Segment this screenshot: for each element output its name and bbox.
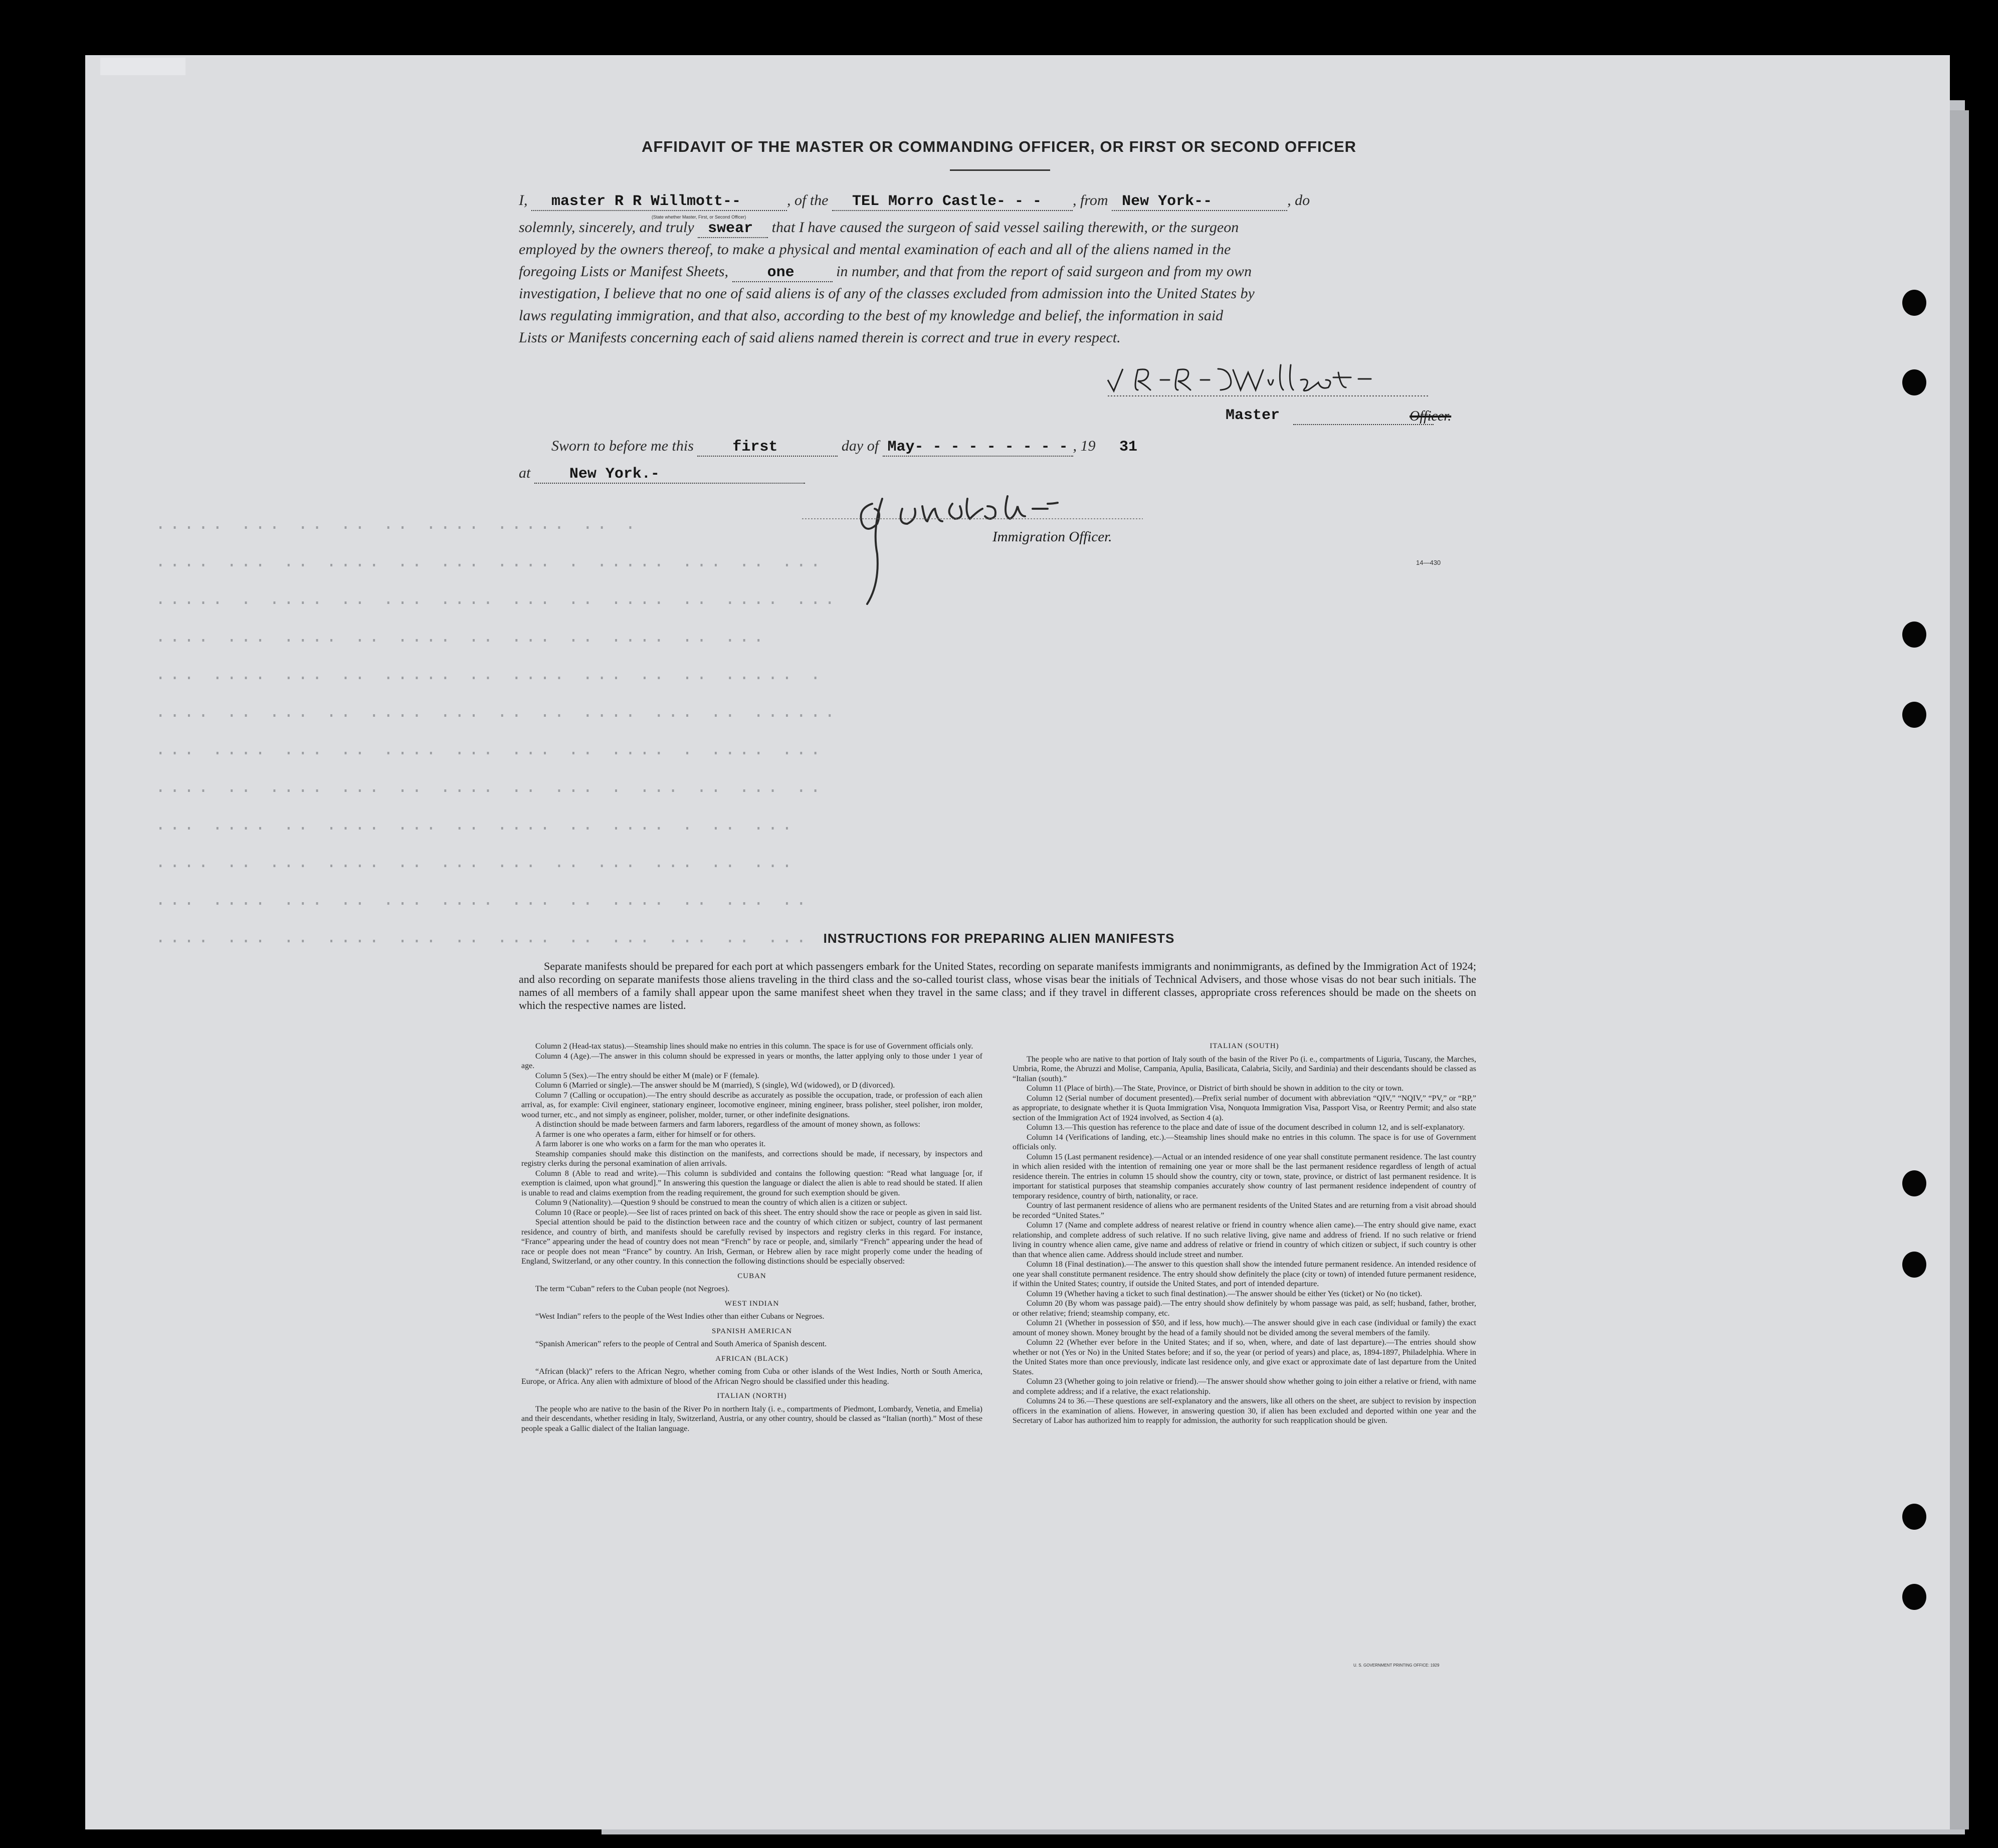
column-20-note: Column 20 (By whom was passage paid).—The entry should show definitely by whom passage was paid, as self; husband, father, brother, or other relative; friend; steamship company, etc. (1013, 1299, 1476, 1318)
column-9-note: Column 9 (Nationality).—Question 9 should be construed to mean the country of which alien is a citizen or subject. (535, 1198, 908, 1207)
column-19-note: Column 19 (Whether having a ticket to such final destination).—The answer should be either Yes (ticket) or No (no ticket). (1027, 1289, 1423, 1298)
punch-hole (1902, 369, 1926, 395)
punch-hole (1902, 622, 1926, 648)
affidavit-line-6: laws regulating immigration, and that also, according to the best of my knowledge and belief, the information in said (519, 307, 1224, 324)
at-label: at (519, 465, 531, 481)
master-name-field: master R R Willmott-- (531, 193, 787, 211)
rank-instruction-note: (State whether Master, First, or Second Officer) (652, 215, 746, 220)
punch-hole (1902, 1584, 1926, 1610)
cuban-text: The term “Cuban” refers to the Cuban people (not Negroes). (535, 1285, 730, 1293)
italian-south-heading: ITALIAN (SOUTH) (1210, 1042, 1279, 1050)
swear-field: swear (698, 220, 768, 238)
month-field: May- - - - - - - - - (883, 439, 1073, 457)
immigration-officer-signature (802, 489, 1153, 614)
affidavit-line-1 (519, 192, 1471, 215)
column-12-note: Column 12 (Serial number of document presented).—Prefix serial number of document with abbreviation “QIV,” “NQIV,” “PV,” or “RP,” as appropriate, to designate whether it is Quota Immigration Visa, Nonquota Immigration Visa, Passport Visa, or Reentry Permit; and also state section of the Immigration Act of 1924 involved, as Section 4 (a). (1013, 1094, 1476, 1122)
title-rule (950, 169, 1050, 171)
instructions-title: INSTRUCTIONS FOR PREPARING ALIEN MANIFESTS (823, 931, 1175, 946)
italian-north-text: The people who are native to the basin of the River Po in northern Italy (i. e., compartments of Piedmont, Lombardy, Venetia, and Emelia) and their descendants, whether residing in Italy, Switzerland, Austria, or any other country, should be classed as “Italian (north).” Most of these people speak a Gallic dialect of the Italian language. (521, 1404, 982, 1433)
line4-start: foregoing Lists or Manifest Sheets, (519, 263, 729, 280)
columns-24-36-note: Columns 24 to 36.—These questions are self-explanatory and the answers, like all others on the sheet, are subject to revision by inspection officers in the examination of aliens. However, in answering question 30, if alien has been excluded and deported within one year and the Secretary of Labor has authorized him to reapply for admission, the authority for such reapplication should be given. (1013, 1397, 1476, 1425)
day-field: first (697, 439, 838, 457)
port-from-field: New York-- (1112, 193, 1287, 211)
punch-hole (1902, 702, 1926, 728)
farmer-distinction: A distinction should be made between farmers and farm laborers, regardless of the amount of money shown, as follows: (535, 1120, 920, 1129)
instructions-left-column (521, 1042, 982, 1433)
column-7-note: Column 7 (Calling or occupation).—The entry should describe as accurately as possible the occupation, trade, or profession of each alien arrival, as, for example: Civil engineer, stationary engineer, locomotive engineer, mining engineer, brass polisher, steel polisher, iron molder, wood turner, etc., and not simply as engineer, polisher, molder, turner, or other indefinite designations. (521, 1091, 982, 1119)
of-the-label: , of the (787, 192, 829, 209)
spanish-american-text: “Spanish American” refers to the people of Central and South America of Spanish descent. (535, 1340, 827, 1348)
instructions-intro (519, 960, 1476, 1012)
day-of-label: day of (841, 438, 879, 454)
master-signature (1103, 360, 1434, 400)
line2-end: that I have caused the surgeon of said vessel sailing therewith, or the surgeon (771, 219, 1239, 236)
african-text: “African (black)” refers to the African Negro, whether coming from Cuba or other islands of the West Indies, North or South America, Europe, or Africa. Any alien with admixture of blood of the African Negro should be classified under this heading. (521, 1367, 982, 1386)
column-6-note: Column 6 (Married or single).—The answer should be M (married), S (single), Wd (widowed), or D (divorced). (535, 1081, 895, 1090)
spanish-american-heading: SPANISH AMERICAN (711, 1327, 792, 1335)
at-line (519, 465, 1471, 488)
column-8-note: Column 8 (Able to read and write).—This column is subdivided and contains the following question: “Read what language [or, if exemption is claimed, upon what ground].” In answering this question the language or dialect the alien is able to read should be stated. If alien is unable to read and claims exemption from the reading requirement, the ground for such exemption should be given. (521, 1169, 982, 1197)
vessel-name-field: TEL Morro Castle- - - (832, 193, 1073, 211)
west-indian-text: “West Indian” refers to the people of the West Indies other than either Cubans or Negroes. (535, 1312, 825, 1321)
affidavit-title: AFFIDAVIT OF THE MASTER OR COMMANDING OFFICER, OR FIRST OR SECOND OFFICER (641, 138, 1357, 155)
punch-hole (1902, 1252, 1926, 1278)
italian-south-text: The people who are native to that portion of Italy south of the basin of the River Po (i. e., compartments of Liguria, Tuscany, the Marches, Umbria, Rome, the Abruzzi and Molise, Campania, Apulia, Basilicata, Calabria, Sicily, and Sardinia) and their descendants should be classed as “Italian (south).” (1013, 1055, 1476, 1083)
column-23-note: Column 23 (Whether going to join relative or friend).—The answer should show whether going to join either a relative or friend, with name and complete address; and if a relative, the exact relationship. (1013, 1377, 1476, 1396)
rank-field: Master (1226, 407, 1280, 424)
affidavit-line-7: Lists or Manifests concerning each of said aliens named therein is correct and true in every respect. (519, 329, 1121, 346)
column-13-note: Column 13.—This question has reference to the place and date of issue of the document described in column 12, and is self-explanatory. (1027, 1123, 1465, 1132)
officer-struck-label: Officer. (1410, 408, 1452, 424)
residence-note: Country of last permanent residence of aliens who are permanent residents of the United States and are returning from a visit abroad should be recorded “United States.” (1013, 1201, 1476, 1220)
column-17-note: Column 17 (Name and complete address of nearest relative or friend in country whence alien came).—The entry should give name, exact relationship, and complete address of such relative. If no such relative living, give name and address of friend. If no such relative or friend living in country whence alien came, give name and address of relative or friend in country of which citizen or subject, if such country is other than that whence alien came. Address should include street and number. (1013, 1221, 1476, 1259)
form-number: 14—430 (1416, 559, 1441, 566)
line4-end: in number, and that from the report of said surgeon and from my own (836, 263, 1252, 280)
sworn-label: Sworn to before me this (551, 438, 694, 454)
instructions-right-column (1013, 1042, 1476, 1426)
do-label: , do (1287, 192, 1310, 209)
column-11-note: Column 11 (Place of birth).—The State, Province, or District of birth should be shown in addition to the city or town. (1027, 1084, 1404, 1093)
farmer-def: A farmer is one who operates a farm, either for himself or for others. (535, 1130, 756, 1139)
affidavit-line-2 (519, 219, 1471, 242)
affidavit-line-5: investigation, I believe that no one of said aliens is of any of the classes excluded from admission into the United States by (519, 285, 1255, 302)
sheet-count-field: one (732, 264, 833, 282)
cuban-heading: CUBAN (737, 1272, 766, 1280)
place-field: New York.- (534, 466, 805, 484)
from-label: , from (1073, 192, 1108, 209)
african-heading: AFRICAN (BLACK) (715, 1354, 788, 1363)
column-10-note: Column 10 (Race or people).—See list of races printed on back of this sheet. The entry should show the race or people as given in said list. (535, 1208, 982, 1217)
west-indian-heading: WEST INDIAN (724, 1299, 779, 1308)
sworn-line (551, 438, 1504, 461)
punch-hole (1902, 290, 1926, 316)
intro-text: Separate manifests should be prepared for each port at which passengers embark for the United States, recording on separate manifests immigrants and nonimmigrants, as defined by the Immigration Act of 1924; and also recording on separate manifests those aliens traveling in the third class and the so-called tourist class, whose visas bear the initials of Technical Advisers, and those whose visas do not bear such initials. The names of all members of a family shall appear upon the same manifest sheet when they travel in the same class; and if they travel in different classes, appropriate cross references should be made on the sheets on which the respective names are listed. (519, 960, 1476, 1011)
steamship-note: Steamship companies should make this distinction on the manifests, and corrections should be made, if necessary, by inspectors and registry clerks during the personal examination of alien arrivals. (521, 1149, 982, 1168)
race-attention-note: Special attention should be paid to the distinction between race and the country of which citizen or subject, country of last permanent residence, and country of birth, and manifests should be carefully revised by inspectors and registry clerks in this regard. For instance, “France” appearing under the head of country does not mean “French” by race or people, and, similarly “French” appearing under the head of race or people does not mean “France” by country. An Irish, German, or Hebrew alien by race might properly come under the heading of England, Switzerland, or any other country. In this connection the following distinctions should be especially observed: (521, 1218, 982, 1266)
year-prefix: , 19 (1073, 438, 1096, 454)
page-tab (100, 58, 185, 75)
column-2-note: Column 2 (Head-tax status).—Steamship lines should make no entries in this column. The space is for use of Government officials only. (535, 1042, 973, 1051)
affidavit-line-3: employed by the owners thereof, to make a physical and mental examination of each and all of the aliens named in the (519, 241, 1231, 258)
italian-north-heading: ITALIAN (NORTH) (717, 1392, 787, 1400)
year-field: 31 (1119, 439, 1138, 456)
column-5-note: Column 5 (Sex).—The entry should be either M (male) or F (female). (535, 1071, 759, 1080)
line2-start: solemnly, sincerely, and truly (519, 219, 694, 236)
column-21-note: Column 21 (Whether in possession of $50, and if less, how much).—The answer should give in each case (individual or family) the exact amount of money shown. Money brought by the head of a family should not be divided among the several members of the family. (1013, 1319, 1476, 1337)
farm-laborer-def: A farm laborer is one who works on a farm for the man who operates it. (535, 1140, 766, 1148)
affidavit-line-4 (519, 263, 1471, 286)
column-14-note: Column 14 (Verifications of landing, etc.).—Steamship lines should make no entries in this column. The space is for use of Government officials only. (1013, 1133, 1476, 1151)
column-18-note: Column 18 (Final destination).—The answer to this question shall show the intended future permanent residence. An intended residence of one year shall constitute permanent residence. The entry should show definitely the place (city or town) of intended future permanent residence, if within the United States; country, if outside the United States, and port of intended departure. (1013, 1260, 1476, 1288)
printer-note: U. S. GOVERNMENT PRINTING OFFICE: 1929 (1353, 1663, 1440, 1668)
column-22-note: Column 22 (Whether ever before in the United States; and if so, when, where, and date of last departure).—The entries should show whether or not (Yes or No) in the United States before; and if so, the year (or period of years) and place, as, 1894-1897, Philadelphia. Where in the United States more than once previously, indicate last residence only, and give exact or approximate date of last departure from the United States. (1013, 1338, 1476, 1376)
punch-hole (1902, 1504, 1926, 1530)
column-15-note: Column 15 (Last permanent residence).—Actual or an intended residence of one year shall constitute permanent residence. The last country in which alien resided with the intention of remaining one year or more shall be the last permanent residence regardless of length of actual residence therein. The entries in column 15 should show the country, city or town, state, province, or district of last permanent residence. It is important for statistical purposes that steamship companies accurately show country of last permanent residence independent of country of temporary residence, country of birth, nationality, or race. (1013, 1152, 1476, 1200)
punch-hole (1902, 1170, 1926, 1196)
immigration-officer-label: Immigration Officer. (992, 529, 1112, 545)
i-label: I, (519, 192, 528, 209)
column-4-note: Column 4 (Age).—The answer in this column should be expressed in years or months, the latter applying only to those under 1 year of age. (521, 1052, 982, 1070)
